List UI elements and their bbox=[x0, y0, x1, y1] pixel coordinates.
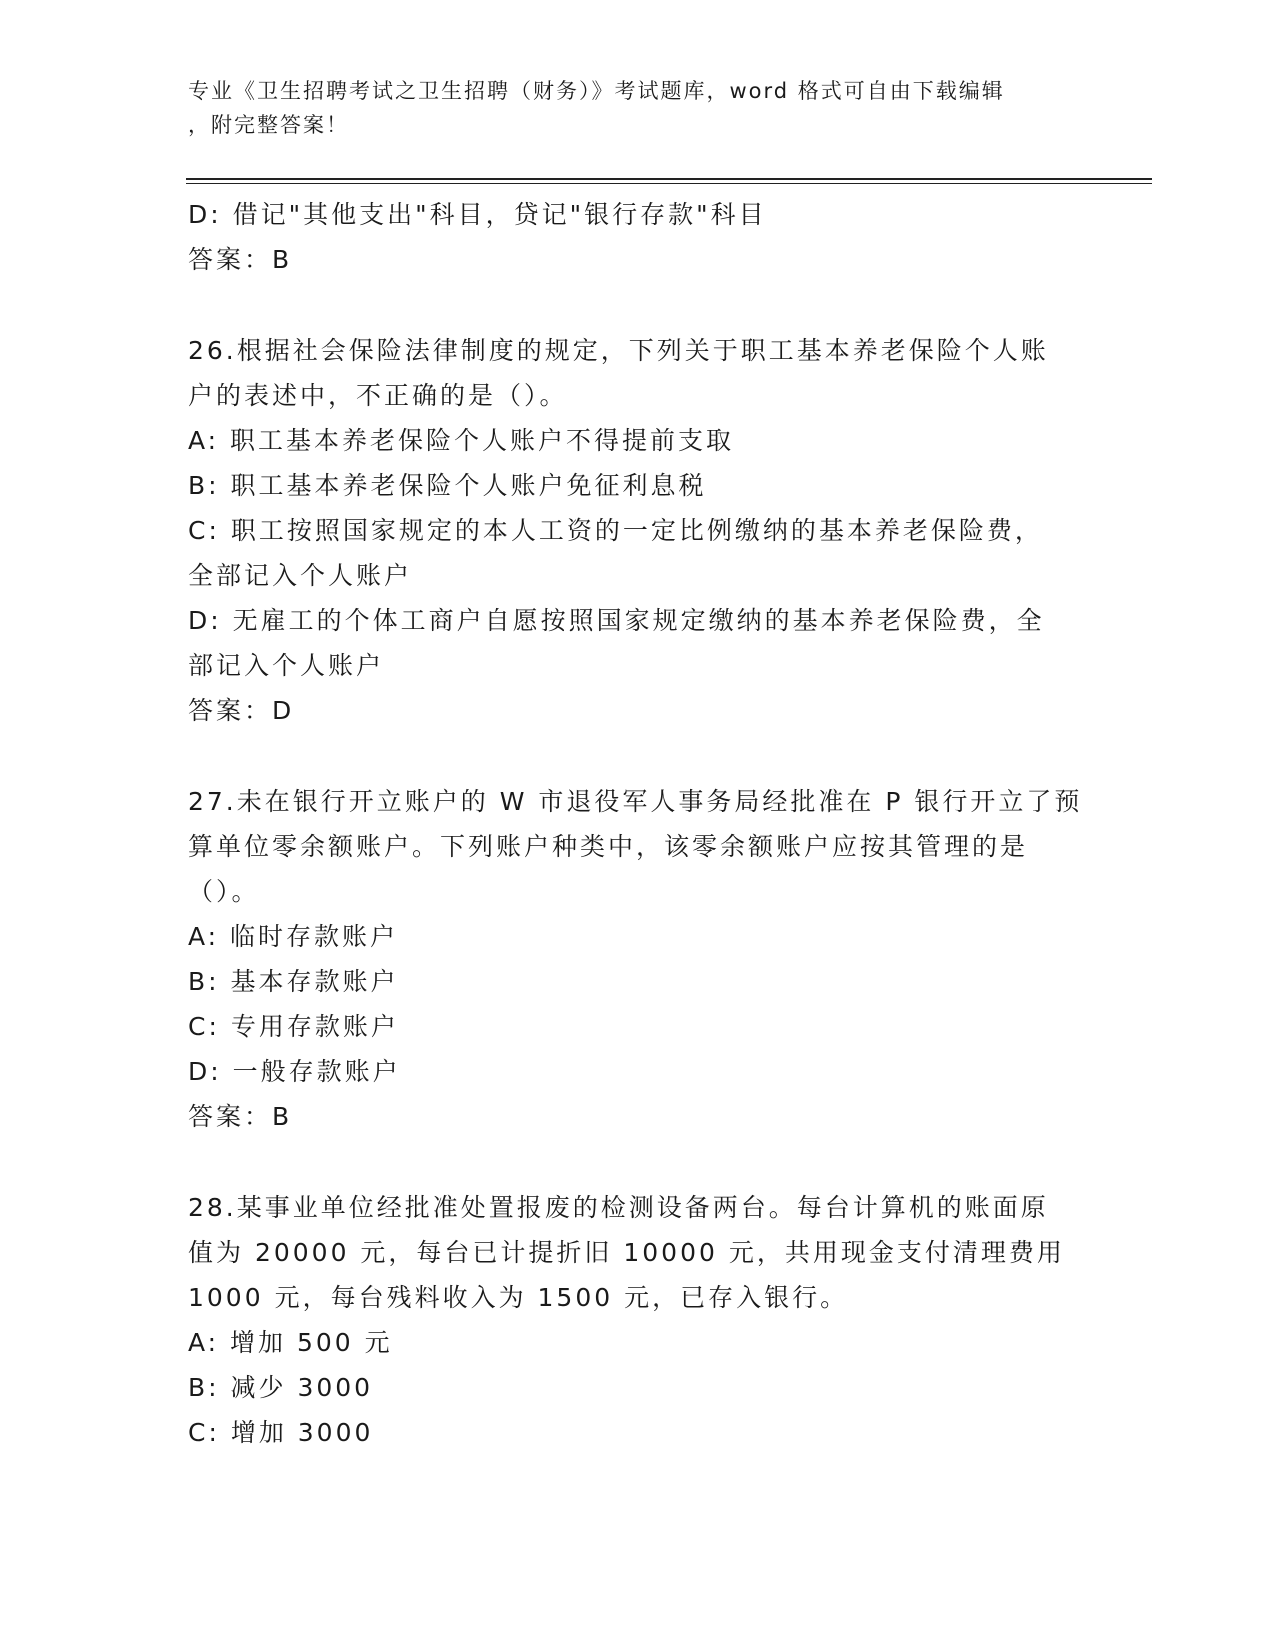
question-26 bbox=[188, 328, 1088, 733]
q28-stem-line-1: 28.某事业单位经批准处置报废的检测设备两台。每台计算机的账面原 bbox=[188, 1193, 1049, 1222]
spacer bbox=[188, 1139, 1088, 1185]
q27-option-d: D: 一般存款账户 bbox=[188, 1057, 401, 1086]
q28-option-a: A: 增加 500 元 bbox=[188, 1328, 393, 1357]
q26-answer: 答案：D bbox=[188, 696, 295, 725]
spacer bbox=[188, 282, 1088, 328]
q26-option-d-line-1: D: 无雇工的个体工商户自愿按照国家规定缴纳的基本养老保险费，全 bbox=[188, 606, 1045, 635]
header-divider bbox=[186, 178, 1152, 184]
question-25-tail bbox=[188, 192, 1088, 282]
q27-option-b: B: 基本存款账户 bbox=[188, 967, 399, 996]
q27-answer: 答案：B bbox=[188, 1102, 293, 1131]
question-28 bbox=[188, 1185, 1088, 1455]
header-line-2: ，附完整答案！ bbox=[188, 113, 349, 137]
q27-stem-line-1: 27.未在银行开立账户的 W 市退役军人事务局经批准在 P 银行开立了预 bbox=[188, 787, 1083, 816]
q27-option-c: C: 专用存款账户 bbox=[188, 1012, 399, 1041]
q27-option-a: A: 临时存款账户 bbox=[188, 922, 399, 951]
q26-option-c-line-1: C: 职工按照国家规定的本人工资的一定比例缴纳的基本养老保险费， bbox=[188, 516, 1043, 545]
q28-stem-line-2: 值为 20000 元，每台已计提折旧 10000 元，共用现金支付清理费用 bbox=[188, 1238, 1065, 1267]
q28-option-b: B: 减少 3000 bbox=[188, 1373, 374, 1402]
q26-stem-line-1: 26.根据社会保险法律制度的规定，下列关于职工基本养老保险个人账 bbox=[188, 336, 1049, 365]
page-header bbox=[188, 74, 1068, 142]
question-27 bbox=[188, 779, 1088, 1139]
q27-stem-line-2: 算单位零余额账户。下列账户种类中，该零余额账户应按其管理的是 bbox=[188, 832, 1029, 861]
header-line-1: 专业《卫生招聘考试之卫生招聘（财务）》考试题库，word 格式可自由下载编辑 bbox=[188, 79, 1005, 103]
q26-option-c-line-2: 全部记入个人账户 bbox=[188, 561, 413, 590]
q26-stem-line-2: 户的表述中，不正确的是（）。 bbox=[188, 381, 568, 410]
q28-option-c: C: 增加 3000 bbox=[188, 1418, 374, 1447]
q26-option-b: B: 职工基本养老保险个人账户免征利息税 bbox=[188, 471, 707, 500]
q28-stem-line-3: 1000 元，每台残料收入为 1500 元，已存入银行。 bbox=[188, 1283, 849, 1312]
document-body bbox=[188, 192, 1088, 1455]
q25-answer: 答案：B bbox=[188, 245, 293, 274]
q25-option-d: D: 借记"其他支出"科目，贷记"银行存款"科目 bbox=[188, 200, 767, 229]
spacer bbox=[188, 733, 1088, 779]
q26-option-d-line-2: 部记入个人账户 bbox=[188, 651, 385, 680]
q27-stem-line-3: （）。 bbox=[188, 877, 260, 906]
q26-option-a: A: 职工基本养老保险个人账户不得提前支取 bbox=[188, 426, 735, 455]
